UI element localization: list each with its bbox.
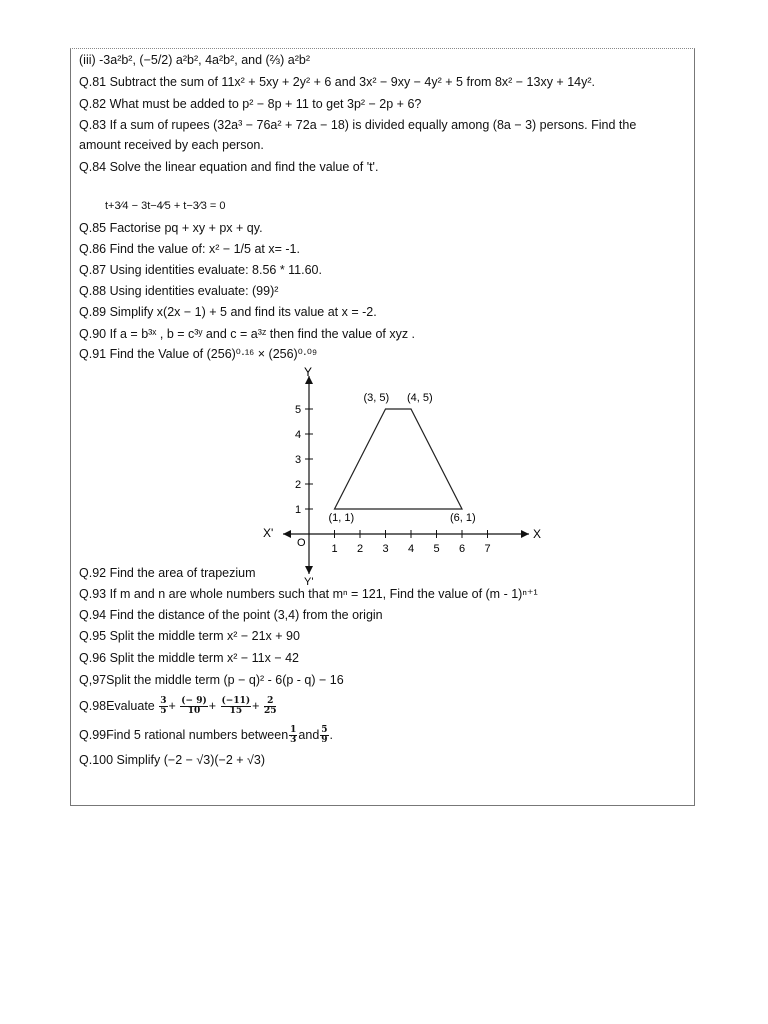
x-tick-label: 4 [408, 543, 415, 555]
y-neg-arrow [305, 566, 313, 574]
question-text: Q.90 If a = b³ˣ , b = c³ʸ and c = a³ᶻ then find the value of xyz . [79, 327, 416, 341]
question-text: Q.93 If m and n are whole numbers such that mⁿ = 121, Find the value of (m - 1)ⁿ⁺¹ [79, 587, 538, 601]
question-text: Q.92 Find the area of trapezium [79, 566, 256, 580]
question-text: Q.85 Factorise pq + xy + px + qy. [79, 221, 263, 235]
vertex-label: (6, 1) [450, 512, 476, 524]
x-neg-axis-label: X' [263, 526, 274, 540]
question-text: Q,97Split the middle term (p − q)² - 6(p - q) − 16 [79, 673, 344, 687]
question-text: Q.99Find 5 rational numbers between [79, 728, 289, 742]
vertex-label: (4, 5) [407, 392, 433, 404]
x-neg-arrow [283, 530, 291, 538]
question-text: Q.84 Solve the linear equation and find the value of 't'. [79, 160, 379, 174]
question-text: Q.95 Split the middle term x² − 21x + 90 [79, 629, 300, 643]
x-tick-label: 1 [331, 543, 338, 555]
origin-label: O [297, 537, 306, 549]
trapezium-graph [261, 366, 551, 586]
question-text: Q.94 Find the distance of the point (3,4) from the origin [79, 608, 383, 622]
plus-sign: + [208, 699, 217, 713]
y-tick-label: 2 [295, 479, 302, 491]
x-tick-label: 6 [459, 543, 466, 555]
question-text: Q.91 Find the Value of (256)⁰·¹⁶ × (256)⁰·⁰⁹ [79, 347, 318, 361]
question-text: Q.87 Using identities evaluate: 8.56 * 11.60. [79, 263, 322, 277]
question-99 [79, 722, 333, 748]
question-text: Q.98Evaluate [79, 699, 155, 713]
x-tick-label: 2 [357, 543, 364, 555]
question-text: Q.96 Split the middle term x² − 11x − 42 [79, 651, 300, 665]
period: . [329, 728, 334, 742]
x-tick-label: 7 [484, 543, 491, 555]
y-axis-label: Y [304, 366, 313, 379]
question-text: Q.86 Find the value of: x² − 1/5 at x= -1. [79, 242, 300, 256]
question-text: Q.100 Simplify (−2 − √3)(−2 + √3) [79, 753, 266, 767]
vertex-label: (1, 1) [328, 512, 355, 524]
fraction: $\frac{2}{25}$ [263, 696, 277, 717]
question-text: and [298, 728, 320, 742]
fraction: $\frac{(-11)}{15}$ [221, 696, 251, 717]
y-tick-label: 3 [295, 454, 302, 466]
fraction: $\frac{3}{5}$ [160, 696, 167, 717]
plus-sign: + [252, 699, 260, 713]
y-tick-label: 5 [295, 404, 302, 416]
question-text: amount received by each person. [79, 138, 264, 152]
x-tick-label: 3 [382, 543, 389, 555]
y-tick-label: 1 [295, 504, 302, 516]
plus-sign: + [168, 699, 176, 713]
x-axis-label: X [533, 527, 542, 541]
x-arrow [521, 530, 529, 538]
trapezium-shape [335, 409, 463, 509]
question-text: Q.82 What must be added to p² − 8p + 11 to get 3p² − 2p + 6? [79, 97, 422, 111]
fraction: $\frac{5}{9}$ [321, 725, 328, 746]
x-tick-label: 5 [433, 543, 440, 555]
fraction: $\frac{(- 9)}{10}$ [181, 696, 207, 717]
question-text: Q.81 Subtract the sum of 11x² + 5xy + 2y² + 6 and 3x² − 9xy − 4y² + 5 from 8x² − 13xy + 14y². [79, 75, 595, 89]
question-box [70, 48, 695, 806]
question-text: Q.88 Using identities evaluate: (99)² [79, 284, 279, 298]
question-98 [79, 693, 277, 719]
question-text: Q.83 If a sum of rupees (32a³ − 76a² + 72a − 18) is divided equally among (8a − 3) persons. Find the [79, 118, 637, 132]
vertex-label: (3, 5) [363, 392, 390, 404]
question-text: Q.89 Simplify x(2x − 1) + 5 and find its value at x = -2. [79, 305, 377, 319]
fraction: $\frac{1}{3}$ [290, 725, 297, 746]
question-text: (iii) -3a²b², (−5/2) a²b², 4a²b², and (⅔) a²b² [79, 53, 310, 67]
y-tick-label: 4 [295, 429, 302, 441]
y-neg-axis-label: Y' [304, 576, 314, 586]
equation: t+3⁄4 − 3t−4⁄5 + t−3⁄3 = 0 [105, 200, 226, 212]
